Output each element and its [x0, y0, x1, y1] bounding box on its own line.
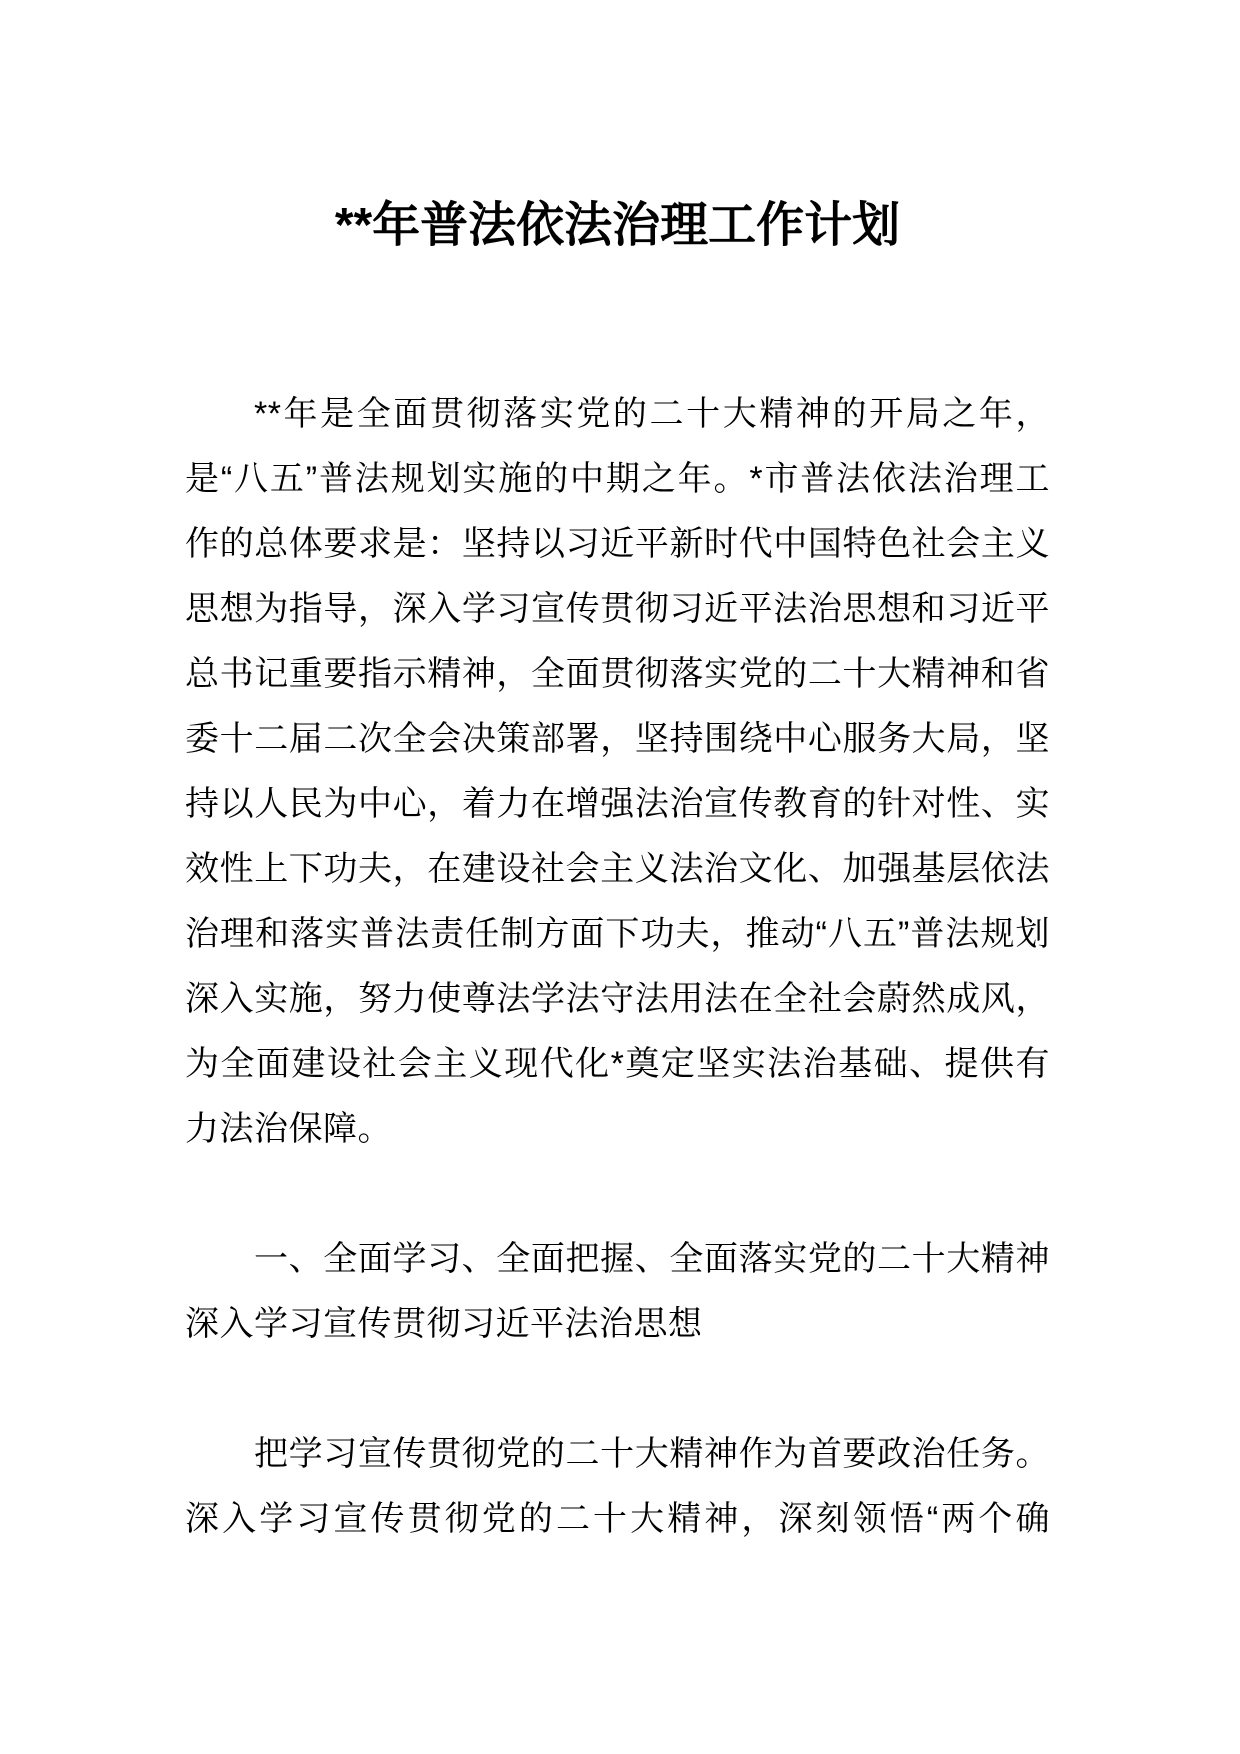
- section-heading: 一、全面学习、全面把握、全面落实党的二十大精神深入学习宣传贯彻习近平法治思想: [185, 1240, 1050, 1343]
- document-title: **年普法依法治理工作计划: [334, 199, 901, 252]
- intro-paragraph: **年是全面贯彻落实党的二十大精神的开局之年，是“八五”普法规划实施的中期之年。*市普法依法治理工作的总体要求是：坚持以习近平新时代中国特色社会主义思想为指导，深入学习宣传贯彻习近平法治思想和习近平总书记重要指示精神，全面贯彻落实党的二十大精神和省委十二届二次全会决策部署，坚持围绕中心服务大局，坚持以人民为中心，着力在增强法治宣传教育的针对性、实效性上下功夫，在建设社会主义法治文化、加强基层依法治理和落实普法责任制方面下功夫，推动“八五”普法规划深入实施，努力使尊法学法守法用法在全社会蔚然成风，为全面建设社会主义现代化*奠定坚实法治基础、提供有力法治保障。: [185, 395, 1050, 1148]
- continued-paragraph: 把学习宣传贯彻党的二十大精神作为首要政治任务。深入学习宣传贯彻党的二十大精神，深刻领悟“两个确: [185, 1435, 1050, 1538]
